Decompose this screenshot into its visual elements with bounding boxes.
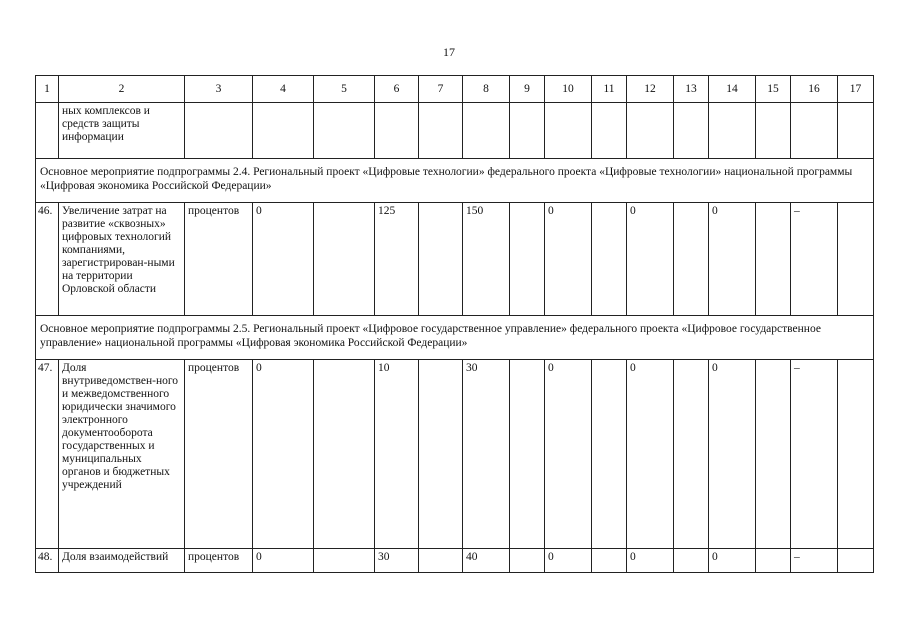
table-row xyxy=(36,203,874,316)
value-cell xyxy=(674,203,709,316)
value-cell: 0 xyxy=(545,549,592,573)
value-cell xyxy=(314,360,375,549)
value-cell: 10 xyxy=(375,360,419,549)
value-cell: 125 xyxy=(375,203,419,316)
value-cell: 150 xyxy=(463,203,510,316)
value-cell: – xyxy=(791,360,838,549)
value-cell xyxy=(510,203,545,316)
column-header: 8 xyxy=(463,76,510,103)
column-header: 13 xyxy=(674,76,709,103)
value-cell: 0 xyxy=(709,549,756,573)
value-cell: – xyxy=(791,549,838,573)
value-cell xyxy=(756,360,791,549)
value-cell: 30 xyxy=(463,360,510,549)
column-header: 11 xyxy=(592,76,627,103)
value-cell xyxy=(419,203,463,316)
column-header: 17 xyxy=(838,76,874,103)
value-cell: 0 xyxy=(253,360,314,549)
section-title: Основное мероприятие подпрограммы 2.4. Региональный проект «Цифровые технологии» федерального проекта «Цифровые технологии» национальной программы «Цифровая экономика Российской Федерации» xyxy=(36,159,874,203)
value-cell xyxy=(510,549,545,573)
column-header: 12 xyxy=(627,76,674,103)
column-header: 1 xyxy=(36,76,59,103)
column-header: 14 xyxy=(709,76,756,103)
value-cell xyxy=(314,203,375,316)
indicator-name: Увеличение затрат на развитие «сквозных» цифровых технологий компаниями, зарегистрирован-ными на территории Орловской области xyxy=(59,203,185,316)
value-cell xyxy=(838,203,874,316)
value-cell: 0 xyxy=(627,360,674,549)
column-header: 5 xyxy=(314,76,375,103)
unit-cell: процентов xyxy=(185,549,253,573)
column-header: 2 xyxy=(59,76,185,103)
value-cell xyxy=(592,360,627,549)
column-number-row xyxy=(36,76,874,103)
value-cell xyxy=(419,549,463,573)
section-row xyxy=(36,159,874,203)
value-cell xyxy=(592,203,627,316)
value-cell xyxy=(314,549,375,573)
column-header: 6 xyxy=(375,76,419,103)
unit-cell: процентов xyxy=(185,360,253,549)
indicator-name: Доля взаимодействий xyxy=(59,549,185,573)
value-cell: – xyxy=(791,203,838,316)
column-header: 15 xyxy=(756,76,791,103)
column-header: 3 xyxy=(185,76,253,103)
value-cell xyxy=(756,203,791,316)
column-header: 4 xyxy=(253,76,314,103)
value-cell: 0 xyxy=(545,203,592,316)
value-cell: 0 xyxy=(627,203,674,316)
value-cell: 0 xyxy=(545,360,592,549)
table-row xyxy=(36,103,874,159)
column-header: 16 xyxy=(791,76,838,103)
value-cell: 0 xyxy=(709,203,756,316)
value-cell xyxy=(674,549,709,573)
section-row xyxy=(36,316,874,360)
value-cell: 0 xyxy=(253,203,314,316)
value-cell: 0 xyxy=(709,360,756,549)
page-number: 17 xyxy=(443,45,455,59)
value-cell xyxy=(592,549,627,573)
value-cell: 0 xyxy=(627,549,674,573)
column-header: 10 xyxy=(545,76,592,103)
column-header: 9 xyxy=(510,76,545,103)
section-title: Основное мероприятие подпрограммы 2.5. Региональный проект «Цифровое государственное управление» федерального проекта «Цифровое государственное управление» национальной программы «Цифровая экономика Российской Федерации» xyxy=(36,316,874,360)
value-cell xyxy=(419,360,463,549)
value-cell xyxy=(756,549,791,573)
value-cell xyxy=(510,360,545,549)
value-cell: 0 xyxy=(253,549,314,573)
value-cell: 40 xyxy=(463,549,510,573)
value-cell xyxy=(674,360,709,549)
indicator-name: ных комплексов и средств защиты информации xyxy=(59,103,185,159)
value-cell xyxy=(838,549,874,573)
column-header: 7 xyxy=(419,76,463,103)
row-number: 46. xyxy=(36,203,59,316)
table-row xyxy=(36,549,874,573)
row-number: 47. xyxy=(36,360,59,549)
table-row xyxy=(36,360,874,549)
value-cell xyxy=(838,360,874,549)
unit-cell: процентов xyxy=(185,203,253,316)
value-cell: 30 xyxy=(375,549,419,573)
row-number: 48. xyxy=(36,549,59,573)
indicators-table xyxy=(35,75,874,573)
indicator-name: Доля внутриведомствен-ного и межведомственного юридически значимого электронного документооборота государственных и муниципальных органов и бюджетных учреждений xyxy=(59,360,185,549)
